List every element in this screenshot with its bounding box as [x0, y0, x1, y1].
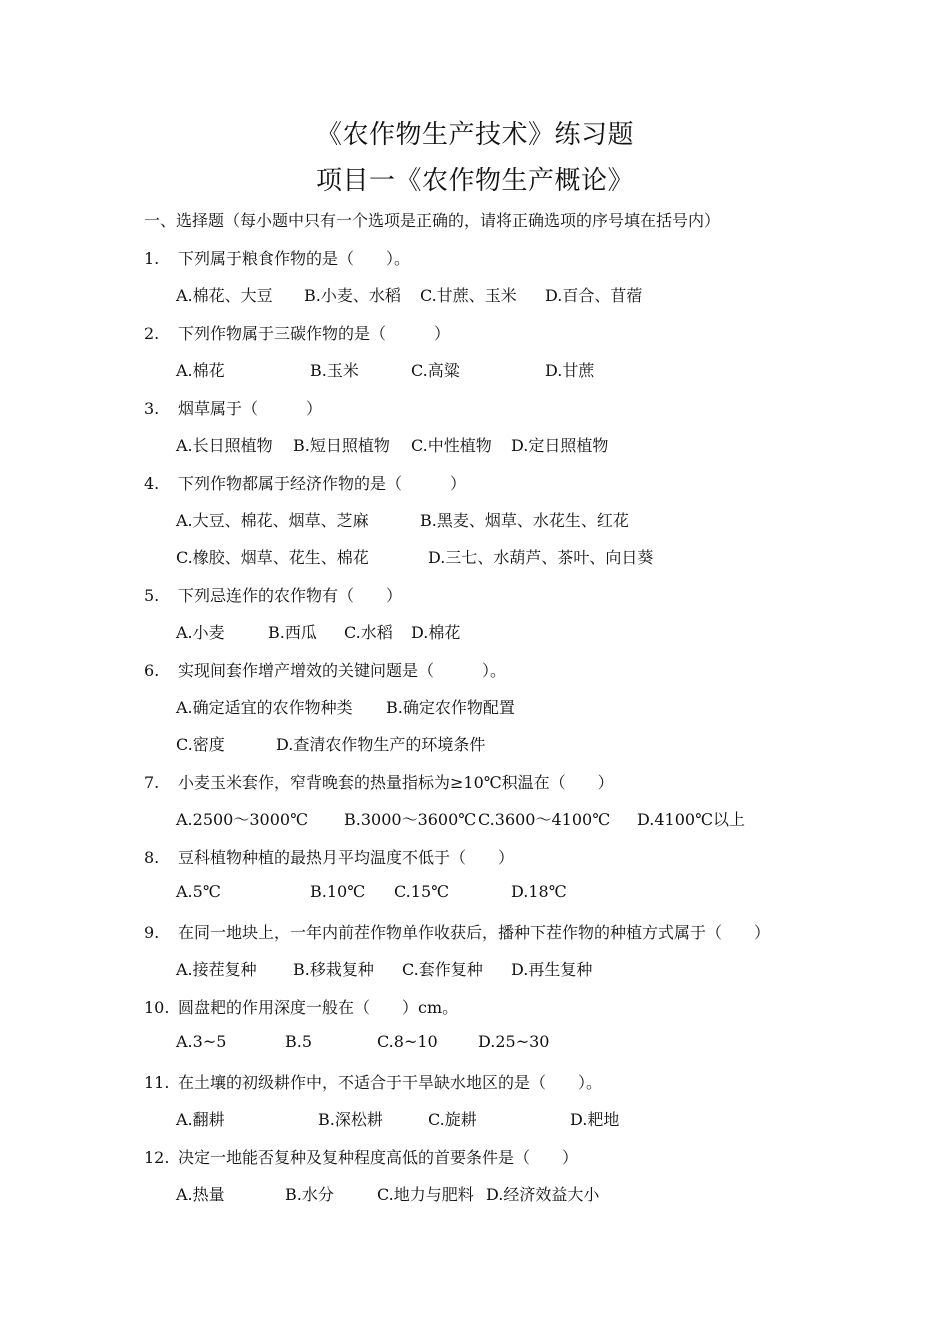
option-a: A.长日照植物	[176, 436, 273, 455]
option-d: D.查清农作物生产的环境条件	[276, 735, 486, 754]
option-c: C.8~10	[377, 1032, 438, 1051]
option-b: B.西瓜	[268, 623, 317, 642]
option-c: C.高粱	[411, 361, 460, 380]
option-a: A.接茬复种	[176, 960, 257, 979]
question-number: 8.	[144, 848, 160, 867]
question-number: 12.	[144, 1148, 170, 1167]
question-6	[144, 658, 506, 681]
option-b: B.确定农作物配置	[386, 698, 515, 717]
option-a: A.小麦	[176, 623, 225, 642]
question-text: 实现间套作增产增效的关键问题是（ ）。	[178, 661, 507, 680]
option-d: D.棉花	[411, 623, 461, 642]
question-2	[144, 321, 450, 344]
document-subtitle: 项目一《农作物生产概论》	[315, 166, 634, 196]
option-b: B.3000～3600℃	[344, 810, 477, 829]
option-c: C.3600～4100℃	[478, 810, 611, 829]
question-text: 在土壤的初级耕作中，不适合于干旱缺水地区的是（ ）。	[178, 1073, 603, 1092]
option-d: D.再生复种	[511, 960, 593, 979]
section-heading: 一、选择题（每小题中只有一个选项是正确的，请将正确选项的序号填在括号内）	[144, 211, 721, 230]
document-title: 《农作物生产技术》练习题	[315, 120, 634, 150]
option-b: B.小麦、水稻	[304, 286, 401, 305]
question-text: 下列作物属于三碳作物的是（ ）	[178, 324, 451, 343]
option-a: A.2500～3000℃	[176, 810, 308, 829]
question-number: 9.	[144, 923, 160, 942]
option-b: B.移栽复种	[293, 960, 374, 979]
question-number: 1.	[144, 249, 160, 268]
option-d: D.18℃	[511, 882, 567, 901]
question-text: 小麦玉米套作，窄背晚套的热量指标为≥10℃积温在（ ）	[178, 773, 614, 792]
question-text: 下列属于粮食作物的是（ ）。	[178, 249, 411, 268]
option-d: D.经济效益大小	[486, 1185, 600, 1204]
question-1	[144, 246, 410, 269]
option-a: A.翻耕	[176, 1110, 225, 1129]
option-d: D.百合、苜蓿	[545, 286, 643, 305]
option-b: B.10℃	[310, 882, 366, 901]
option-d: D.耙地	[570, 1110, 620, 1129]
option-d: D.三七、水葫芦、茶叶、向日葵	[428, 548, 654, 567]
question-number: 2.	[144, 324, 160, 343]
question-12	[144, 1145, 578, 1168]
option-c: C.密度	[176, 735, 225, 754]
question-number: 11.	[144, 1073, 170, 1092]
option-a: A.大豆、棉花、烟草、芝麻	[176, 511, 369, 530]
option-c: C.甘蔗、玉米	[420, 286, 517, 305]
question-8	[144, 845, 514, 868]
question-text: 在同一地块上，一年内前茬作物单作收获后，播种下茬作物的种植方式属于（ ）	[178, 923, 771, 942]
question-number: 10.	[144, 998, 170, 1017]
question-number: 7.	[144, 773, 160, 792]
question-text: 下列作物都属于经济作物的是（ ）	[178, 474, 467, 493]
question-text: 下列忌连作的农作物有（ ）	[178, 586, 403, 605]
option-d: D.定日照植物	[511, 436, 609, 455]
option-b: B.玉米	[310, 361, 359, 380]
option-a: A.热量	[176, 1185, 225, 1204]
option-a: A.棉花、大豆	[176, 286, 273, 305]
question-text: 决定一地能否复种及复种程度高低的首要条件是（ ）	[178, 1148, 579, 1167]
option-c: C.套作复种	[402, 960, 483, 979]
question-9	[144, 920, 770, 943]
question-7	[144, 770, 614, 793]
question-number: 5.	[144, 586, 160, 605]
question-text: 圆盘耙的作用深度一般在（ ）cm。	[178, 998, 459, 1017]
option-c: C.水稻	[344, 623, 393, 642]
question-4	[144, 471, 466, 494]
option-b: B.短日照植物	[293, 436, 390, 455]
option-c: C.中性植物	[411, 436, 492, 455]
option-c: C.旋耕	[428, 1110, 477, 1129]
question-5	[144, 583, 402, 606]
option-b: B.水分	[285, 1185, 334, 1204]
question-10	[144, 995, 458, 1018]
option-c: C.地力与肥料	[377, 1185, 474, 1204]
option-d: D.4100℃以上	[637, 810, 745, 829]
option-b: B.黑麦、烟草、水花生、红花	[420, 511, 629, 530]
question-text: 烟草属于（ ）	[178, 399, 323, 418]
question-11	[144, 1070, 602, 1093]
option-a: A.3~5	[176, 1032, 227, 1051]
option-d: D.甘蔗	[545, 361, 595, 380]
option-c: C.15℃	[394, 882, 450, 901]
question-number: 6.	[144, 661, 160, 680]
option-b: B.5	[285, 1032, 313, 1051]
question-number: 3.	[144, 399, 160, 418]
option-b: B.深松耕	[318, 1110, 383, 1129]
option-c: C.橡胶、烟草、花生、棉花	[176, 548, 369, 567]
question-3	[144, 396, 322, 419]
option-a: A.棉花	[176, 361, 225, 380]
question-number: 4.	[144, 474, 160, 493]
option-a: A.确定适宜的农作物种类	[176, 698, 353, 717]
question-text: 豆科植物种植的最热月平均温度不低于（ ）	[178, 848, 515, 867]
option-a: A.5℃	[176, 882, 221, 901]
option-d: D.25~30	[478, 1032, 550, 1051]
